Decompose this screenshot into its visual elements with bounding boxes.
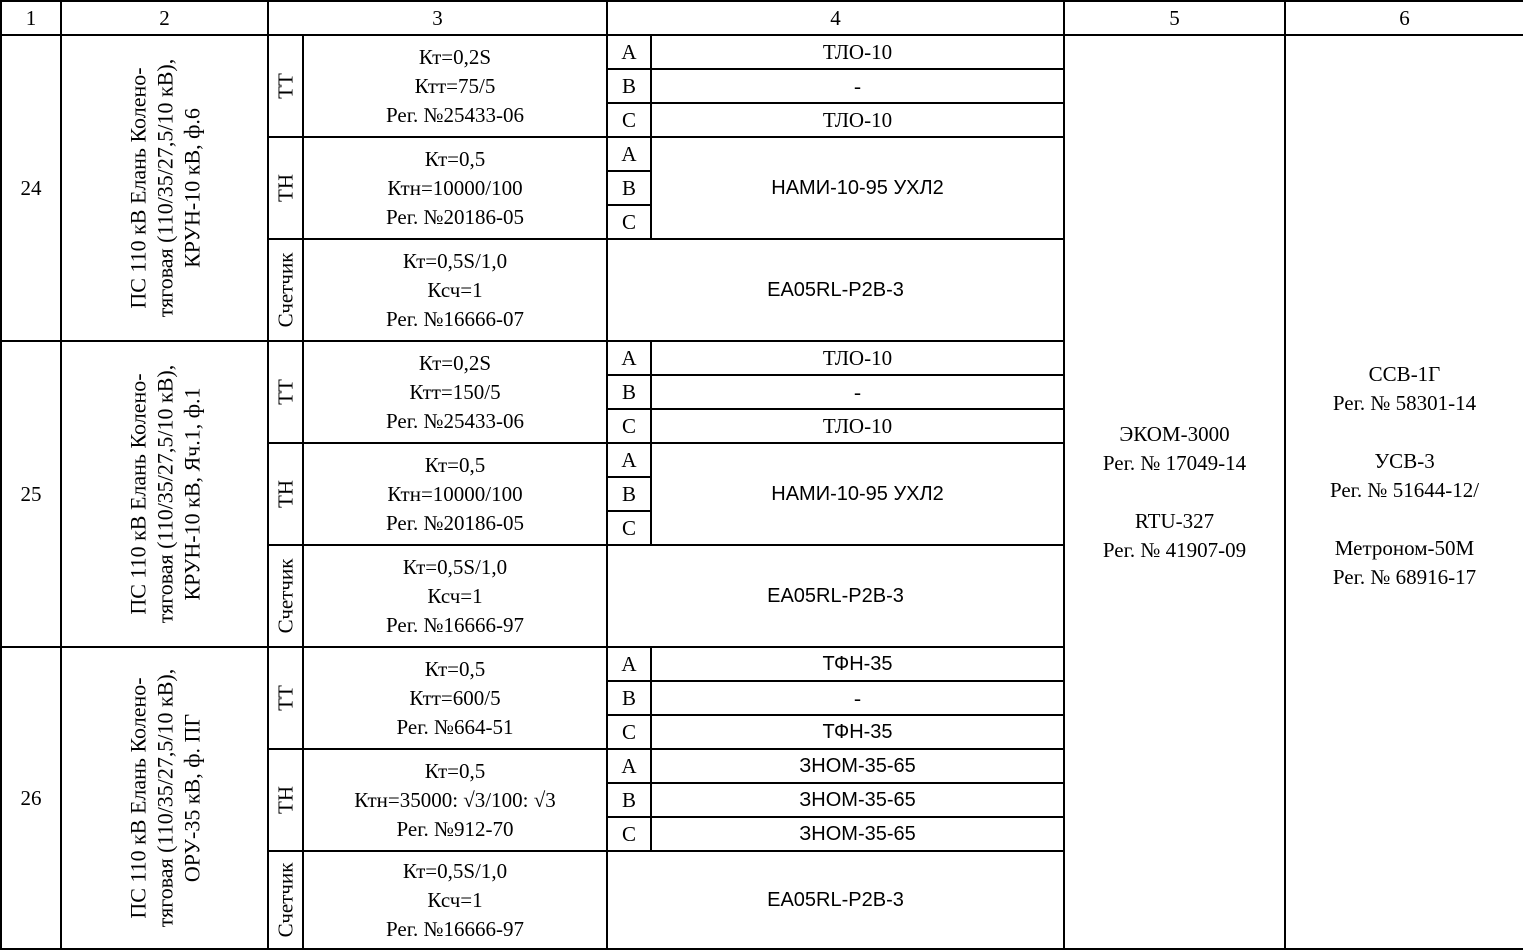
param-line: Ксч=1: [427, 277, 483, 302]
tn-type-cell: [268, 443, 303, 545]
param-line: Кт=0,2S: [418, 350, 492, 375]
location-line: ПС 110 кВ Елань Колено-: [125, 373, 150, 615]
tn-type-label: ТН: [273, 480, 297, 508]
counter-type-label: Счетчик: [273, 862, 297, 938]
param-line: Кт=0,5: [424, 146, 486, 171]
header-col-1: 1: [1, 1, 61, 35]
phase-label: B: [607, 477, 651, 511]
device-cell: ЗНОМ-35-65: [651, 783, 1064, 817]
location-line: тяговая (110/35/27,5/10 кВ),: [152, 58, 177, 318]
controller-line: ЭКОМ-3000: [1119, 421, 1230, 446]
tt-type-cell: [268, 35, 303, 137]
param-line: Рег. №16666-97: [386, 916, 524, 941]
location-line: ОРУ-35 кВ, ф. ПГ: [179, 713, 204, 883]
location-line: ПС 110 кВ Елань Колено-: [125, 677, 150, 919]
counter-params-cell: [303, 545, 607, 647]
counter-type-label: Счетчик: [273, 558, 297, 634]
device-cell: ТЛО-10: [651, 103, 1064, 137]
phase-label: B: [607, 783, 651, 817]
param-line: Рег. №16666-07: [386, 306, 524, 331]
phase-label: B: [607, 69, 651, 103]
location-cell: [61, 341, 268, 647]
param-line: Кт=0,5S/1,0: [402, 858, 508, 883]
param-line: Рег. №912-70: [396, 816, 514, 841]
row-number: 26: [1, 647, 61, 949]
param-line: Рег. №20186-05: [386, 204, 524, 229]
device-cell: ТФН-35: [651, 647, 1064, 681]
location-line: ПС 110 кВ Елань Колено-: [125, 67, 150, 309]
time-sync-line: Рег. № 51644-12/: [1329, 478, 1480, 502]
phase-label: C: [607, 409, 651, 443]
time-sync-line: Рег. № 68916-17: [1332, 565, 1477, 589]
controller-line: Рег. № 17049-14: [1102, 450, 1247, 475]
controller-line: Рег. № 41907-09: [1102, 537, 1247, 562]
header-col-5: 5: [1064, 1, 1285, 35]
param-line: Рег. №25433-06: [386, 408, 524, 433]
counter-params-cell: [303, 851, 607, 949]
counter-params-cell: [303, 239, 607, 341]
phase-label: A: [607, 341, 651, 375]
phase-label: A: [607, 749, 651, 783]
param-line: Ктт=150/5: [409, 379, 501, 404]
phase-label: A: [607, 443, 651, 477]
phase-label: B: [607, 171, 651, 205]
time-sync-line: Метроном-50М: [1334, 536, 1475, 560]
counter-type-cell: [268, 851, 303, 949]
device-cell: ТЛО-10: [651, 35, 1064, 69]
device-cell: ТФН-35: [651, 715, 1064, 749]
time-sync-cell: [1285, 35, 1523, 949]
phase-label: B: [607, 681, 651, 715]
counter-type-label: Счетчик: [273, 252, 297, 328]
param-line: Кт=0,5S/1,0: [402, 554, 508, 579]
phase-label: C: [607, 817, 651, 851]
param-line: Кт=0,2S: [418, 44, 492, 69]
phase-label: C: [607, 103, 651, 137]
table-row: [1, 35, 1523, 69]
phase-label: A: [607, 647, 651, 681]
param-line: Рег. №664-51: [396, 714, 514, 739]
tt-type-cell: [268, 647, 303, 749]
location-line: КРУН-10 кВ, Яч.1, ф.1: [179, 387, 204, 601]
tt-type-label: ТТ: [273, 685, 297, 711]
time-sync-line: [1286, 505, 1523, 534]
counter-type-cell: [268, 239, 303, 341]
counter-type-cell: [268, 545, 303, 647]
tt-params-cell: [303, 647, 607, 749]
counter-device-cell: EA05RL-P2B-3: [607, 239, 1064, 341]
location-line: тяговая (110/35/27,5/10 кВ),: [152, 364, 177, 624]
device-cell: ТЛО-10: [651, 409, 1064, 443]
param-line: Рег. №16666-97: [386, 612, 524, 637]
param-line: Ксч=1: [427, 887, 483, 912]
time-sync-line: [1286, 418, 1523, 447]
location-line: тяговая (110/35/27,5/10 кВ),: [152, 668, 177, 928]
device-cell: ЗНОМ-35-65: [651, 749, 1064, 783]
tt-params-cell: [303, 341, 607, 443]
counter-device-cell: EA05RL-P2B-3: [607, 545, 1064, 647]
device-cell: -: [651, 375, 1064, 409]
param-line: Ктт=75/5: [414, 73, 496, 98]
tt-type-label: ТТ: [273, 73, 297, 99]
param-line: Рег. №20186-05: [386, 510, 524, 535]
header-row: [1, 1, 1523, 35]
header-col-6: 6: [1285, 1, 1523, 35]
device-cell: -: [651, 69, 1064, 103]
tn-type-cell: [268, 749, 303, 851]
param-line: Ктт=600/5: [409, 685, 501, 710]
controller-line: RTU-327: [1134, 508, 1215, 533]
device-cell: -: [651, 681, 1064, 715]
phase-label: A: [607, 35, 651, 69]
phase-label: C: [607, 511, 651, 545]
controller-line: [1065, 478, 1284, 507]
row-number: 24: [1, 35, 61, 341]
device-cell: ЗНОМ-35-65: [651, 817, 1064, 851]
header-col-4: 4: [607, 1, 1064, 35]
row-number: 25: [1, 341, 61, 647]
time-sync-line: УСВ-3: [1374, 449, 1435, 473]
tn-type-cell: [268, 137, 303, 239]
phase-label: C: [607, 715, 651, 749]
counter-device-cell: EA05RL-P2B-3: [607, 851, 1064, 949]
tt-params-cell: [303, 35, 607, 137]
header-col-2: 2: [61, 1, 268, 35]
param-line: Кт=0,5S/1,0: [402, 248, 508, 273]
tn-type-label: ТН: [273, 786, 297, 814]
phase-label: B: [607, 375, 651, 409]
tn-params-cell: [303, 443, 607, 545]
time-sync-line: ССВ-1Г: [1368, 362, 1441, 386]
phase-label: A: [607, 137, 651, 171]
phase-label: C: [607, 205, 651, 239]
param-line: Ктн=10000/100: [387, 481, 523, 506]
tn-type-label: ТН: [273, 174, 297, 202]
time-sync-line: Рег. № 58301-14: [1332, 391, 1477, 415]
param-line: Ктн=35000: √3/100: √3: [354, 787, 556, 812]
location-line: КРУН-10 кВ, ф.6: [179, 108, 204, 268]
param-line: Кт=0,5: [424, 758, 486, 783]
controller-cell: [1064, 35, 1285, 949]
param-line: Ктн=10000/100: [387, 175, 523, 200]
device-cell: НАМИ-10-95 УХЛ2: [651, 137, 1064, 239]
device-cell: НАМИ-10-95 УХЛ2: [651, 443, 1064, 545]
device-cell: ТЛО-10: [651, 341, 1064, 375]
tn-params-cell: [303, 137, 607, 239]
param-line: Кт=0,5: [424, 656, 486, 681]
param-line: Кт=0,5: [424, 452, 486, 477]
tn-params-cell: [303, 749, 607, 851]
tt-type-label: ТТ: [273, 379, 297, 405]
location-cell: [61, 35, 268, 341]
param-line: Рег. №25433-06: [386, 102, 524, 127]
tt-type-cell: [268, 341, 303, 443]
param-line: Ксч=1: [427, 583, 483, 608]
location-cell: [61, 647, 268, 949]
header-col-3: 3: [268, 1, 607, 35]
